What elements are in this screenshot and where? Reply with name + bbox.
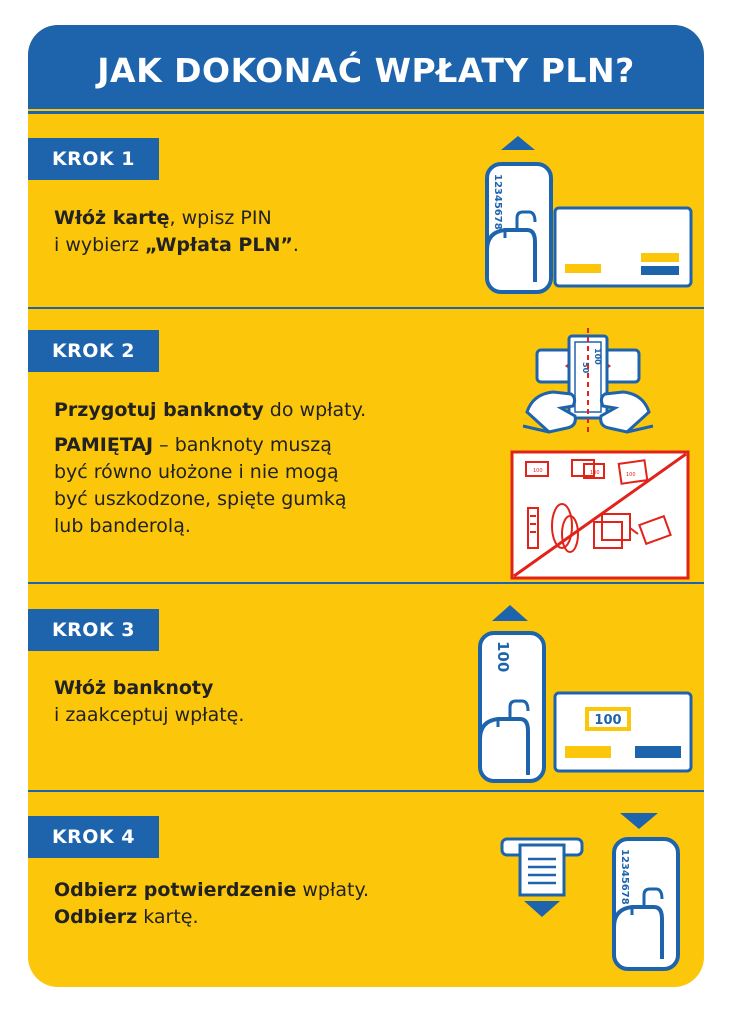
step-3-bold: Włóż banknoty (54, 677, 214, 699)
step-1-bold: Włóż kartę (54, 207, 170, 229)
divider-2 (28, 582, 704, 584)
step-4-text-a: wpłaty. (296, 879, 370, 901)
svg-text:100: 100 (590, 470, 600, 476)
step-1-text-c: . (292, 234, 299, 256)
step-3-banknote-value: 100 (494, 641, 512, 673)
step-4-text (54, 877, 369, 931)
step-1-text-a: , wpisz PIN (169, 207, 272, 229)
step-3-screen-amount: 100 (594, 713, 622, 728)
step-2-line-4: lub banderolą. (54, 515, 191, 537)
step-4-bold: Odbierz potwierdzenie (54, 879, 297, 901)
header-underline (28, 111, 704, 114)
step-2-line-1: – banknoty muszą (153, 434, 332, 456)
step-4-badge: KROK 4 (28, 816, 159, 858)
step-1-option: „Wpłata PLN” (144, 234, 293, 256)
step-1-text-b: i wybierz (54, 234, 145, 256)
step-2-warning: PAMIĘTAJ (54, 434, 154, 456)
step-4-card-number: 12345678 (619, 849, 630, 905)
svg-text:100: 100 (533, 468, 543, 474)
step-2-bold: Przygotuj banknoty (54, 399, 264, 421)
atm-screen-amount-icon (553, 691, 693, 773)
header (28, 25, 704, 109)
step-1-badge: KROK 1 (28, 138, 159, 180)
page-title: JAK DOKONAĆ WPŁATY PLN? (97, 50, 635, 90)
step-2-text-a: do wpłaty. (263, 399, 367, 421)
banknote-50-label: 50 (581, 362, 590, 374)
step-2-line-2: być równo ułożone i nie mogą (54, 461, 339, 483)
forbidden-banknotes-icon (510, 450, 690, 580)
atm-screen-icon (553, 206, 693, 288)
step-4-text-b: kartę. (137, 906, 199, 928)
receipt-icon (500, 835, 584, 921)
step-2-text (54, 397, 366, 540)
step-2-line-3: być uszkodzone, spięte gumką (54, 488, 347, 510)
step-1-text (54, 205, 299, 259)
svg-text:100: 100 (626, 472, 636, 478)
step-3-text-a: i zaakceptuj wpłatę. (54, 704, 245, 726)
step-3-text (54, 675, 244, 729)
divider-3 (28, 790, 704, 792)
step-1-card-number: 12345678 (492, 174, 503, 230)
instruction-card (28, 25, 704, 987)
step-2-badge: KROK 2 (28, 330, 159, 372)
divider-1 (28, 307, 704, 309)
step-4-bold-2: Odbierz (54, 906, 138, 928)
banknote-100-label: 100 (593, 348, 602, 365)
step-3-badge: KROK 3 (28, 609, 159, 651)
take-card-icon (606, 807, 696, 977)
prepare-banknotes-icon (523, 328, 653, 438)
